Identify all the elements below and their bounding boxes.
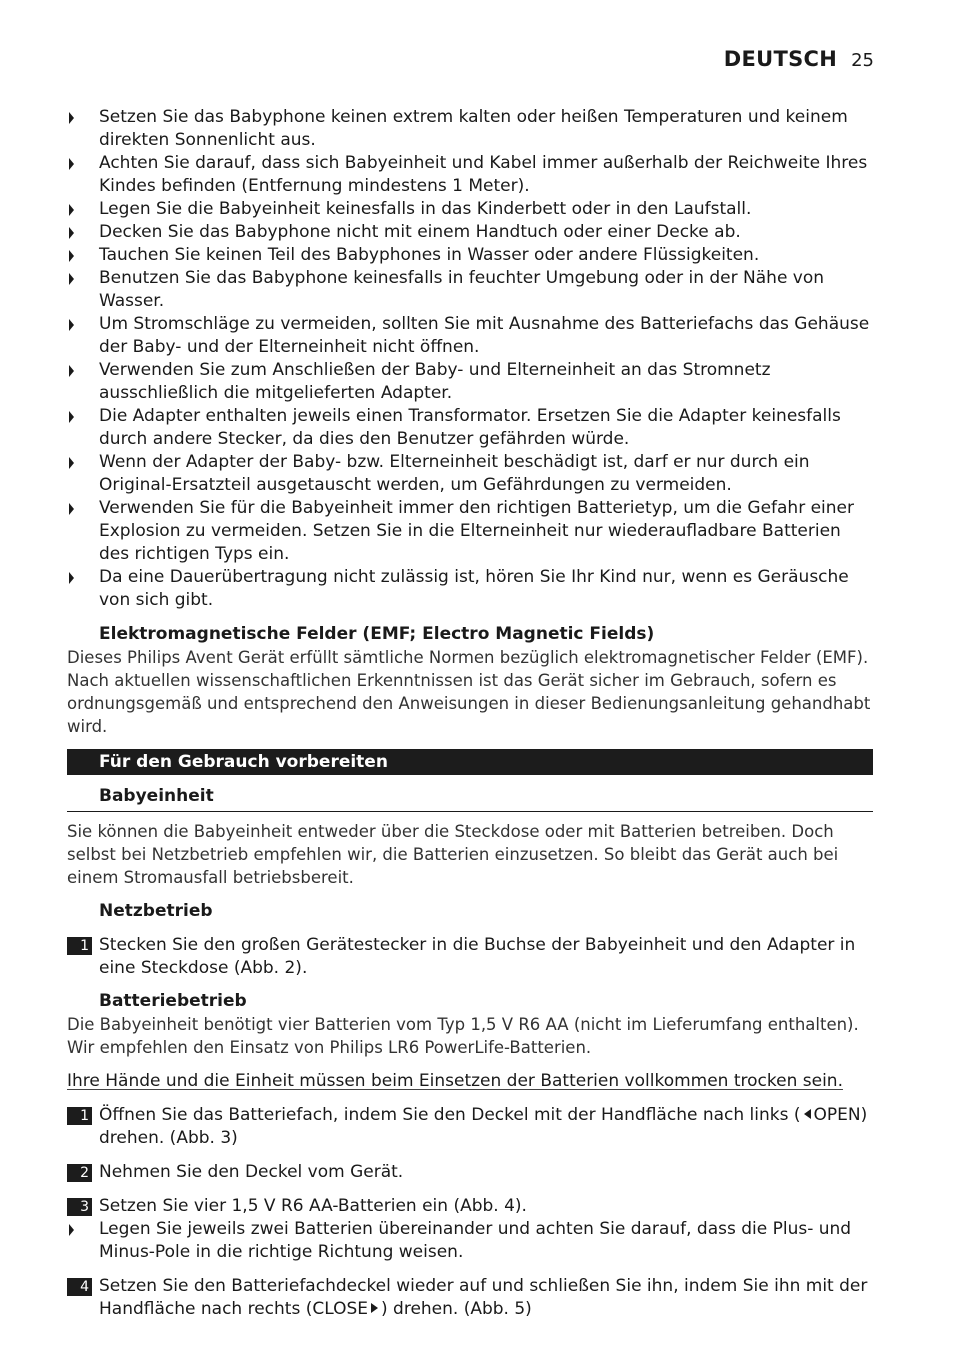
bullet-triangle-icon xyxy=(69,572,74,584)
list-item: Um Stromschläge zu vermeiden, sollten Sie mit Ausnahme des Batteriefachs das Gehäuse der Baby- und der Elterneinheit nicht öffnen. xyxy=(67,313,873,359)
babyeinheit-intro: Sie können die Babyeinheit entweder über die Steckdose oder mit Batterien betreiben. Doch selbst bei Netzbetrieb empfehlen wir, die Batterien einzusetzen. So bleibt das Gerät auch bei einem Stromausfall betriebsbereit. xyxy=(67,822,839,887)
bullet-triangle-icon xyxy=(69,365,74,377)
list-item: Achten Sie darauf, dass sich Babyeinheit und Kabel immer außerhalb der Reichweite Ihres Kindes befinden (Entfernung mindestens 1 Meter). xyxy=(67,152,873,198)
list-item: Tauchen Sie keinen Teil des Babyphones in Wasser oder andere Flüssigkeiten. xyxy=(67,244,873,267)
page-number: 25 xyxy=(851,50,874,71)
step-text-after: OPEN) drehen. (Abb. 3) xyxy=(99,1105,868,1148)
bullet-triangle-icon xyxy=(69,250,74,262)
arrow-left-icon xyxy=(804,1109,811,1119)
list-item: Verwenden Sie zum Anschließen der Baby- und Elterneinheit an das Stromnetz ausschließlich die mitgelieferten Adapter. xyxy=(67,359,873,405)
bullet-triangle-icon xyxy=(69,158,74,170)
step-text: Setzen Sie vier 1,5 V R6 AA-Batterien ein (Abb. 4). xyxy=(99,1196,527,1216)
list-item: Wenn der Adapter der Baby- bzw. Elterneinheit beschädigt ist, darf er nur durch ein Original-Ersatzteil ausgetauscht werden, um Gefährdungen zu vermeiden. xyxy=(67,451,873,497)
step-item xyxy=(67,1104,873,1150)
bullet-triangle-icon xyxy=(69,273,74,285)
step-number-badge: 4 xyxy=(67,1278,92,1296)
step-number-badge: 3 xyxy=(67,1198,92,1216)
list-item: Legen Sie jeweils zwei Batterien übereinander und achten Sie darauf, dass die Plus- und Minus-Pole in die richtige Richtung weisen. xyxy=(67,1218,873,1264)
step-item xyxy=(67,934,873,980)
arrow-right-icon xyxy=(371,1303,378,1313)
list-item: Setzen Sie das Babyphone keinen extrem kalten oder heißen Temperaturen und keinem direkten Sonnenlicht aus. xyxy=(67,106,873,152)
step-item xyxy=(67,1161,873,1184)
step-text-before: Setzen Sie den Batteriefachdeckel wieder auf und schließen Sie ihn, indem Sie ihn mit der Handfläche nach rechts (CLOSE xyxy=(99,1276,868,1319)
bullet-triangle-icon xyxy=(69,411,74,423)
list-item: Da eine Dauerübertragung nicht zulässig ist, hören Sie Ihr Kind nur, wenn es Geräusche von sich gibt. xyxy=(67,566,873,612)
list-item: Decken Sie das Babyphone nicht mit einem Handtuch oder einer Decke ab. xyxy=(67,221,873,244)
list-item: Benutzen Sie das Babyphone keinesfalls in feuchter Umgebung oder in der Nähe von Wasser. xyxy=(67,267,873,313)
bullet-triangle-icon xyxy=(69,503,74,515)
step-number-badge: 1 xyxy=(67,1107,92,1125)
batteriebetrieb-intro: Die Babyeinheit benötigt vier Batterien vom Typ 1,5 V R6 AA (nicht im Lieferumfang enthalten). Wir empfehlen den Einsatz von Philips LR6 PowerLife-Batterien. xyxy=(67,1015,859,1057)
language-label: DEUTSCH xyxy=(723,47,838,71)
page-content xyxy=(67,106,873,1321)
step-text-before: Öffnen Sie das Batteriefach, indem Sie den Deckel mit der Handfläche nach links ( xyxy=(99,1105,801,1125)
babyeinheit-heading: Babyeinheit xyxy=(67,785,873,812)
emf-text: Dieses Philips Avent Gerät erfüllt sämtliche Normen bezüglich elektromagnetischer Felder (EMF). Nach aktuellen wissenschaftlichen Erkenntnissen ist das Gerät sicher im Gebrauch, sofern es ordnungsgemäß und entsprechend den Anweisungen in dieser Bedienungsanleitung gehandhabt wird. xyxy=(67,648,871,736)
list-item: Verwenden Sie für die Babyeinheit immer den richtigen Batterietyp, um die Gefahr einer Explosion zu vermeiden. Setzen Sie in die Elterneinheit nur wiederaufladbare Batterien des richtigen Typs ein. xyxy=(67,497,873,566)
step3-bullet-list xyxy=(67,1218,873,1264)
section-title-bar: Für den Gebrauch vorbereiten xyxy=(67,749,873,775)
batteriebetrieb-heading: Batteriebetrieb xyxy=(99,991,247,1011)
dry-hands-note: Ihre Hände und die Einheit müssen beim Einsetzen der Batterien vollkommen trocken sein. xyxy=(67,1071,843,1091)
bullet-triangle-icon xyxy=(69,227,74,239)
page-header xyxy=(724,47,874,73)
bullet-triangle-icon xyxy=(69,112,74,124)
emf-heading: Elektromagnetische Felder (EMF; Electro Magnetic Fields) xyxy=(99,624,655,644)
list-item: Die Adapter enthalten jeweils einen Transformator. Ersetzen Sie die Adapter keinesfalls durch andere Stecker, da dies den Benutzer gefährden würde. xyxy=(67,405,873,451)
step-number-badge: 1 xyxy=(67,937,92,955)
bullet-triangle-icon xyxy=(69,319,74,331)
bullet-triangle-icon xyxy=(69,457,74,469)
bullet-triangle-icon xyxy=(69,204,74,216)
step-text: Nehmen Sie den Deckel vom Gerät. xyxy=(99,1162,404,1182)
netzbetrieb-heading: Netzbetrieb xyxy=(99,901,213,921)
step-text: Stecken Sie den großen Gerätestecker in die Buchse der Babyeinheit und den Adapter in eine Steckdose (Abb. 2). xyxy=(99,935,856,978)
safety-bullet-list xyxy=(67,106,873,612)
list-item: Legen Sie die Babyeinheit keinesfalls in das Kinderbett oder in den Laufstall. xyxy=(67,198,873,221)
step-item xyxy=(67,1195,873,1218)
step-text-after: ) drehen. (Abb. 5) xyxy=(381,1299,532,1319)
bullet-triangle-icon xyxy=(69,1224,74,1236)
step-item xyxy=(67,1275,873,1321)
step-number-badge: 2 xyxy=(67,1164,92,1182)
